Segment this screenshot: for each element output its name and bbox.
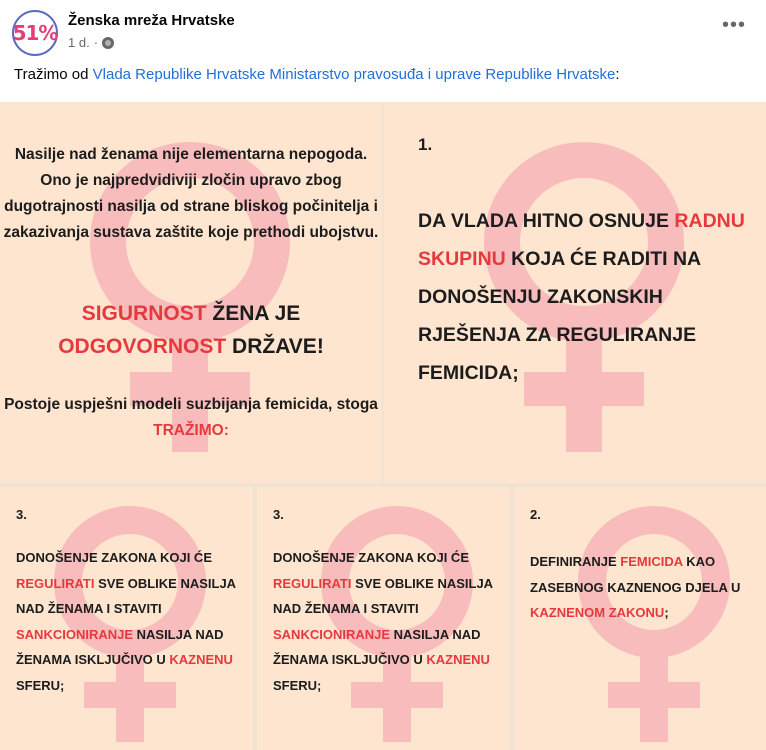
panel-demand-3b	[257, 487, 510, 750]
panel-demand-1	[384, 102, 766, 483]
panel-demand-3a	[0, 487, 253, 750]
demand-number: 2.	[530, 507, 541, 522]
demand-number: 1.	[418, 135, 433, 154]
slogan-rest-2: DRŽAVE!	[226, 335, 324, 358]
page-avatar[interactable]	[12, 10, 58, 56]
text-segment: DEFINIRANJE	[530, 554, 621, 569]
text-highlight: SANKCIONIRANJE	[16, 626, 134, 642]
text-segment: DONOŠENJE ZAKONA KOJI ĆE	[16, 550, 212, 565]
page-name-link[interactable]: Ženska mreža Hrvatske	[68, 12, 235, 29]
demand-text	[530, 549, 750, 626]
slogan-rest-1: ŽENA JE	[206, 302, 301, 325]
text-segment: KOJA ĆE RADITI NA DONOŠENJU ZAKONSKIH RJEŠENJA ZA REGULIRANJE FEMICIDA;	[418, 248, 701, 384]
panel-demand-2	[514, 487, 766, 750]
text-segment: SFERU;	[16, 677, 65, 693]
caption-suffix: :	[615, 66, 620, 83]
globe-icon	[102, 37, 114, 49]
demand-number: 3.	[273, 507, 284, 522]
demand-text	[16, 545, 246, 698]
text-highlight: REGULIRATI	[273, 575, 352, 591]
post-header	[0, 0, 766, 100]
text-highlight: KAZNENU	[169, 652, 233, 667]
panel-intro	[0, 102, 382, 483]
avatar-text: 51%	[12, 21, 58, 45]
demand-text	[273, 545, 503, 698]
text-segment: NASILJA NAD ŽENAMA ISKLJUČIVO U	[16, 626, 224, 667]
post-time[interactable]: 1 d.	[68, 35, 90, 50]
mention-link[interactable]: Vlada Republike Hrvatske Ministarstvo pravosuđa i uprave Republike Hrvatske	[92, 66, 616, 83]
text-highlight: RADNU SKUPINU	[418, 210, 745, 270]
demand-number: 3.	[16, 507, 27, 522]
more-options-icon[interactable]: •••	[721, 14, 746, 36]
text-highlight: REGULIRATI	[16, 575, 95, 591]
post-meta: 1 d. ·	[68, 35, 114, 50]
text-highlight: FEMICIDA	[620, 554, 683, 569]
text-segment: SFERU;	[273, 677, 322, 693]
text-segment: DA VLADA HITNO OSNUJE	[418, 210, 675, 232]
slogan	[0, 297, 382, 363]
post-image[interactable]	[0, 102, 766, 750]
text-segment: NASILJA NAD ŽENAMA ISKLJUČIVO U	[273, 626, 481, 667]
slogan-word-1: SIGURNOST	[81, 302, 207, 325]
text-highlight: KAZNENU	[426, 652, 490, 667]
closing-red: TRAŽIMO:	[153, 422, 229, 439]
closing-text	[0, 392, 382, 444]
intro-text: Nasilje nad ženama nije elementarna nepogoda. Ono je najpredvidiviji zločin upravo zbog dugotrajnosti nasilja od strane bliskog počinitelja i zakazivanja sustava zaštite koje prethodi ubojstvu.	[3, 146, 379, 241]
caption-prefix: Tražimo od	[14, 66, 93, 83]
closing-prefix: Postoje uspješni modeli suzbijanja femicida, stoga	[4, 396, 378, 413]
slogan-word-2: ODGOVORNOST	[58, 335, 227, 358]
text-segment: SVE OBLIKE NASILJA NAD ŽENAMA I STAVITI	[273, 575, 493, 616]
text-segment: KAO ZASEBNOG KAZNENOG DJELA U	[530, 554, 741, 595]
demand-text	[418, 202, 748, 392]
text-highlight: KAZNENOM ZAKONU	[530, 605, 665, 620]
text-segment: DONOŠENJE ZAKONA KOJI ĆE	[273, 550, 469, 565]
text-segment: SVE OBLIKE NASILJA NAD ŽENAMA I STAVITI	[16, 575, 236, 616]
post-caption	[14, 66, 620, 83]
text-highlight: SANKCIONIRANJE	[273, 626, 391, 642]
text-segment: ;	[664, 605, 669, 620]
